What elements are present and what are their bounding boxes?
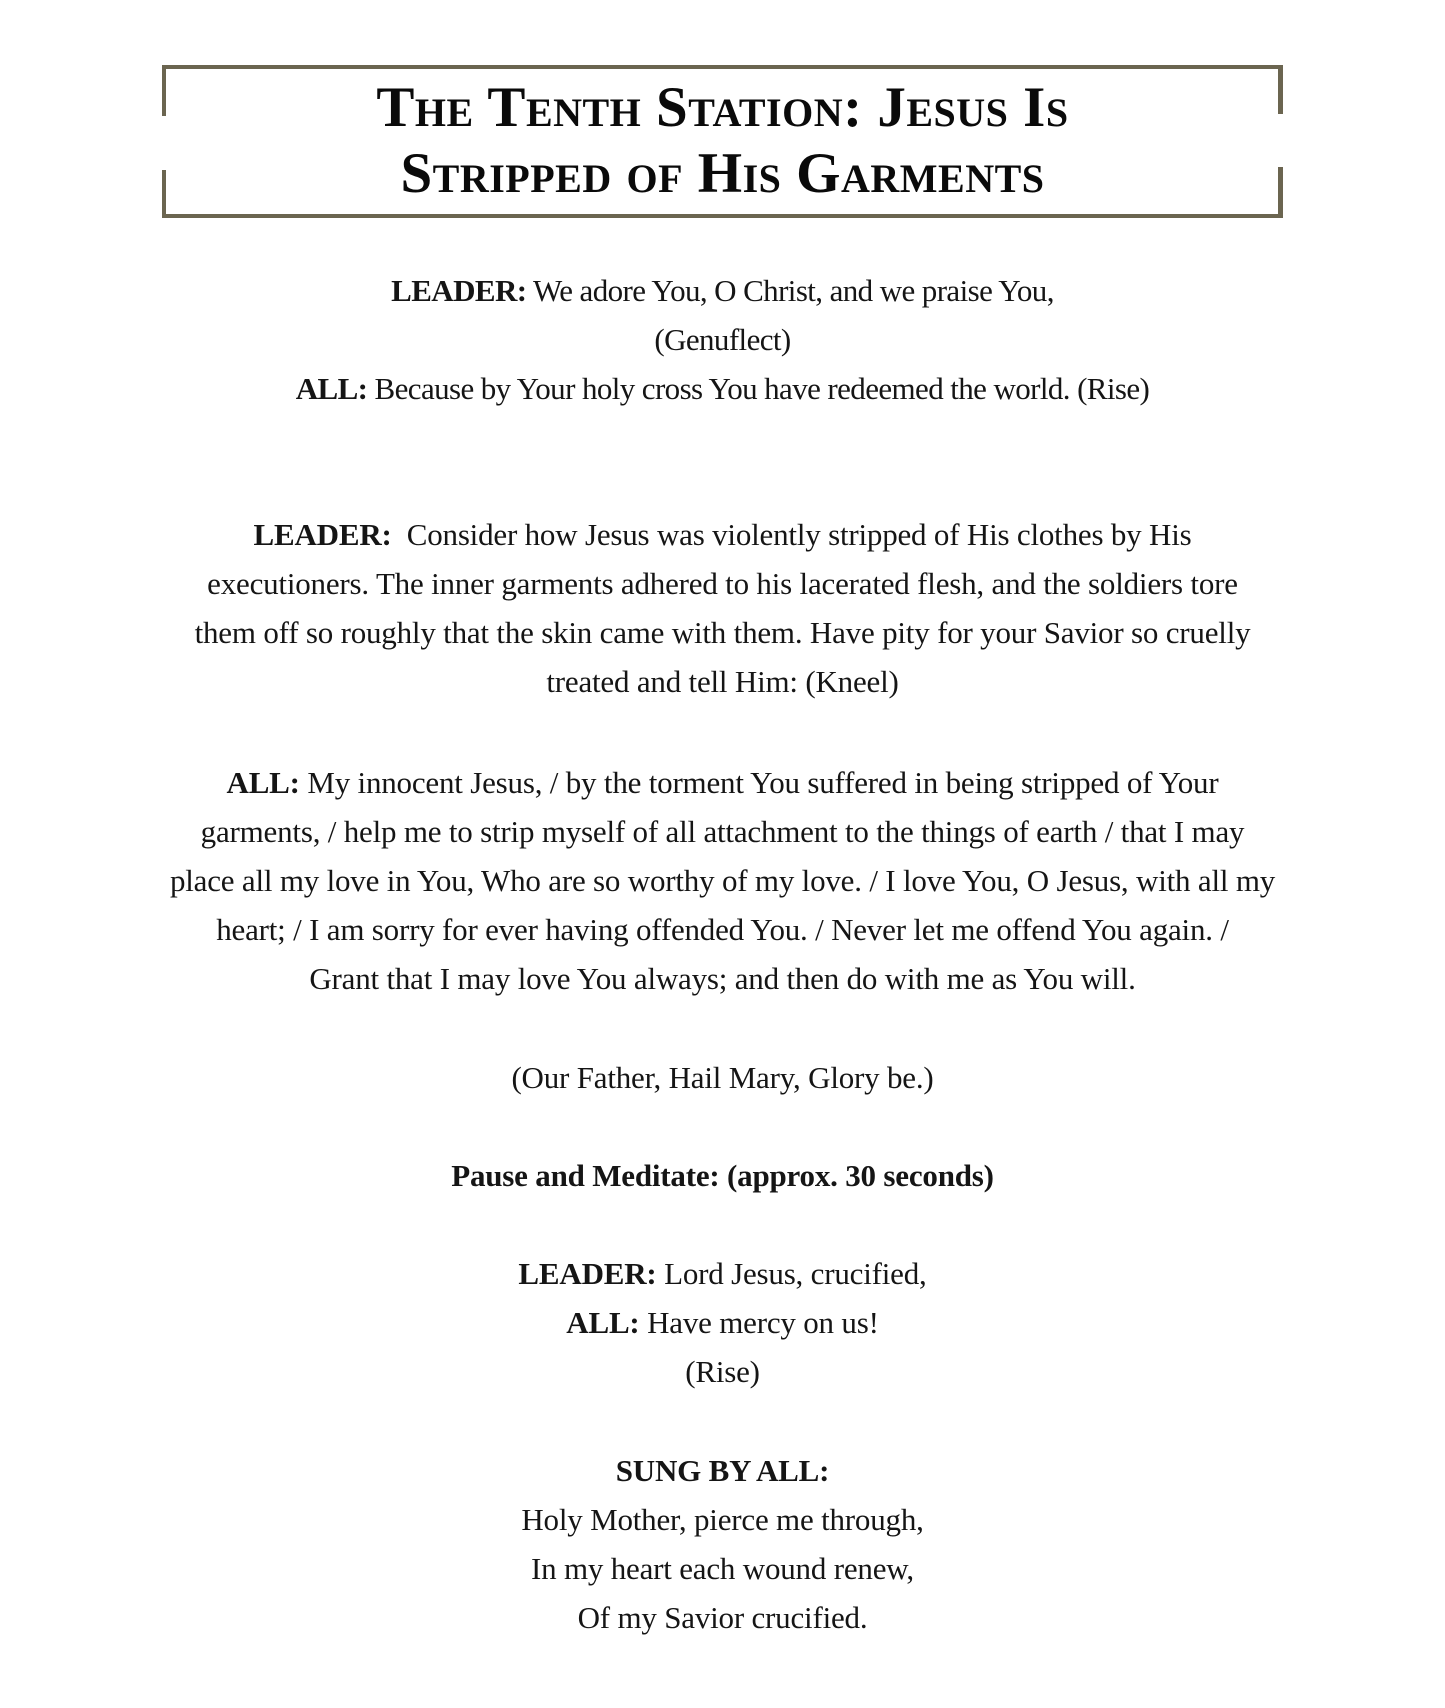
response-leader-line	[100, 1249, 1345, 1298]
hymn-line-3: Of my Savior crucified.	[577, 1600, 868, 1635]
intro-all-text: Because by Your holy cross You have redeemed the world. (Rise)	[367, 371, 1150, 406]
title-frame	[162, 65, 1283, 218]
pause-instruction	[100, 1151, 1345, 1200]
prayers-note-text: (Our Father, Hail Mary, Glory be.)	[511, 1060, 934, 1095]
prayer-text: My innocent Jesus, / by the torment You suffered in being stripped of Your	[299, 765, 1219, 800]
pause-instruction-text: Pause and Meditate: (approx. 30 seconds)	[451, 1158, 994, 1193]
prayers-note	[100, 1053, 1345, 1102]
intro-all-line	[100, 364, 1345, 413]
response-all-text: Have mercy on us!	[639, 1305, 879, 1340]
response-action: (Rise)	[685, 1354, 760, 1389]
meditation-line-4: treated and tell Him: (Kneel)	[546, 664, 899, 699]
prayer-line-5: Grant that I may love You always; and then do with me as You will.	[309, 961, 1136, 996]
intro-leader-line	[100, 266, 1345, 315]
closing-response	[100, 1249, 1345, 1396]
intro-versicle	[100, 266, 1345, 413]
hymn	[100, 1446, 1345, 1642]
meditation-text: Consider how Jesus was violently stripped of His clothes by His	[391, 517, 1192, 552]
prayer-line-1	[100, 758, 1345, 807]
title-line-1: The Tenth Station: Jesus Is	[376, 76, 1069, 139]
hymn-line-2: In my heart each wound renew,	[531, 1551, 914, 1586]
prayer-line-2: garments, / help me to strip myself of all attachment to the things of earth / that I may	[200, 814, 1245, 849]
response-all-line	[100, 1298, 1345, 1347]
leader-role-label: LEADER:	[391, 273, 527, 308]
prayer-line-4: heart; / I am sorry for ever having offended You. / Never let me offend You again. /	[216, 912, 1229, 947]
all-role-label: ALL:	[295, 371, 368, 406]
intro-action: (Genuflect)	[654, 322, 791, 357]
meditation-line-1	[100, 510, 1345, 559]
title-line-2: Stripped of His Garments	[400, 142, 1045, 205]
meditation-line-3: them off so roughly that the skin came with them. Have pity for your Savior so cruelly	[194, 615, 1251, 650]
leader-role-label: LEADER:	[253, 517, 392, 552]
intro-leader-text: We adore You, O Christ, and we praise You,	[526, 273, 1054, 308]
response-leader-text: Lord Jesus, crucified,	[656, 1256, 927, 1291]
meditation-line-2: executioners. The inner garments adhered to his lacerated flesh, and the soldiers tore	[207, 566, 1238, 601]
all-prayer	[100, 758, 1345, 1003]
frame-bottom-border	[162, 214, 1283, 218]
frame-top-border	[162, 65, 1283, 69]
hymn-line-1: Holy Mother, pierce me through,	[521, 1502, 924, 1537]
prayer-line-3: place all my love in You, Who are so worthy of my love. / I love You, O Jesus, with all my	[169, 863, 1276, 898]
hymn-heading: SUNG BY ALL:	[615, 1453, 830, 1488]
leader-role-label: LEADER:	[518, 1256, 657, 1291]
all-role-label: ALL:	[226, 765, 300, 800]
page-title	[162, 75, 1283, 207]
all-role-label: ALL:	[566, 1305, 640, 1340]
leader-meditation	[100, 510, 1345, 706]
